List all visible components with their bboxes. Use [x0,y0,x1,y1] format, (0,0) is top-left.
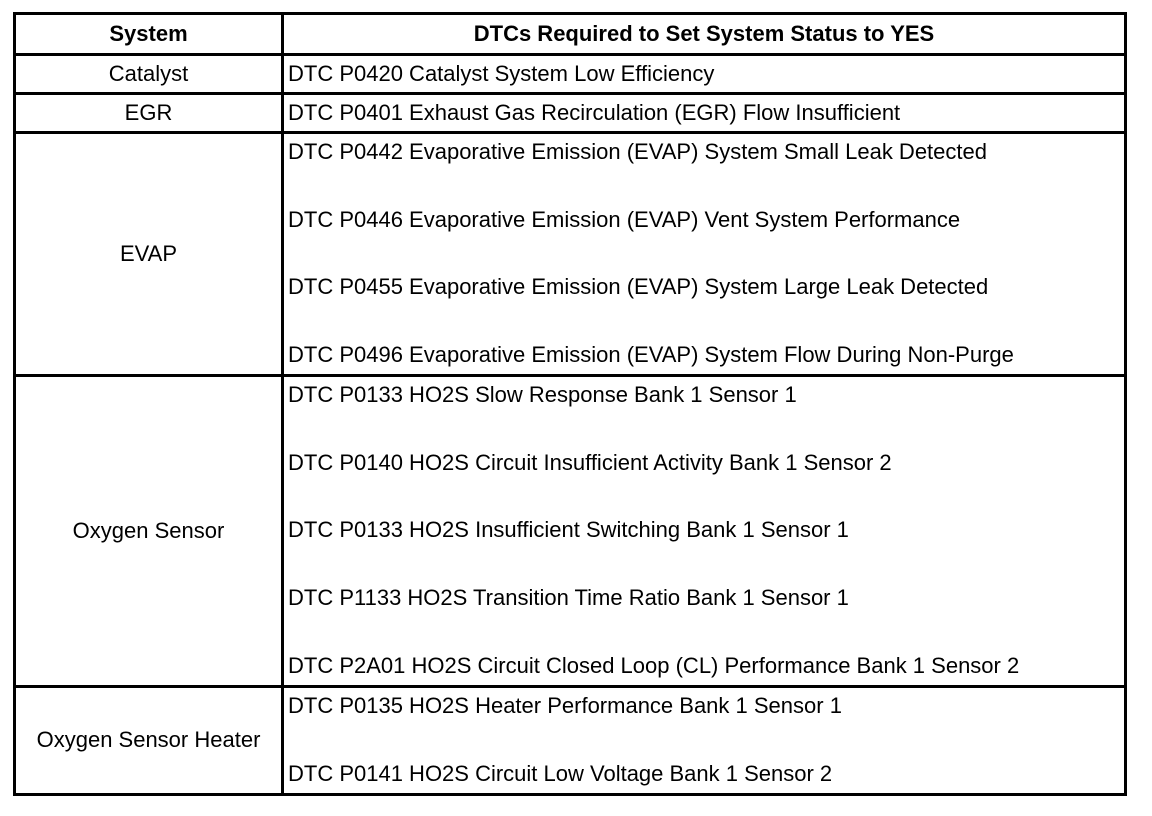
dtc-code: DTC P0401 Exhaust Gas Recirculation (EGR) Flow Insufficient [288,100,901,125]
dtc-code: DTC P0446 Evaporative Emission (EVAP) Vent System Performance [288,206,961,232]
dtc-cell [283,55,1126,94]
table-header [15,14,1126,55]
dtc-code: DTC P0141 HO2S Circuit Low Voltage Bank 1 Sensor 2 [288,760,833,786]
dtc-code: DTC P0140 HO2S Circuit Insufficient Activity Bank 1 Sensor 2 [288,449,892,475]
dtc-code: DTC P0420 Catalyst System Low Efficiency [288,61,715,86]
dtc-code: DTC P0442 Evaporative Emission (EVAP) System Small Leak Detected [288,139,987,164]
header-system: System [15,14,283,55]
dtc-cell [283,686,1126,794]
system-cell: EGR [15,94,283,133]
table-row-catalyst [15,55,1126,94]
table-row-oxygen-sensor [15,376,1126,687]
table-body [15,55,1126,795]
dtc-code: DTC P0133 HO2S Slow Response Bank 1 Sensor 1 [288,382,797,408]
system-cell: Catalyst [15,55,283,94]
dtc-cell [283,133,1126,376]
table-row-evap [15,133,1126,376]
table-row-egr [15,94,1126,133]
system-cell: Oxygen Sensor [15,376,283,687]
dtc-code: DTC P1133 HO2S Transition Time Ratio Bank 1 Sensor 1 [288,585,849,611]
table-row-oxygen-sensor-heater [15,686,1126,794]
dtc-cell [283,94,1126,133]
dtc-code: DTC P2A01 HO2S Circuit Closed Loop (CL) Performance Bank 1 Sensor 2 [288,652,1020,678]
dtc-code: DTC P0496 Evaporative Emission (EVAP) System Flow During Non-Purge [288,342,1014,368]
dtc-code: DTC P0455 Evaporative Emission (EVAP) System Large Leak Detected [288,274,989,300]
dtc-code: DTC P0133 HO2S Insufficient Switching Bank 1 Sensor 1 [288,517,849,543]
header-row [15,14,1126,55]
system-cell: EVAP [15,133,283,376]
dtc-cell [283,376,1126,687]
dtc-code: DTC P0135 HO2S Heater Performance Bank 1 Sensor 1 [288,692,842,718]
header-dtcs: DTCs Required to Set System Status to YES [283,14,1126,55]
dtc-table [13,12,1127,796]
system-cell: Oxygen Sensor Heater [15,686,283,794]
